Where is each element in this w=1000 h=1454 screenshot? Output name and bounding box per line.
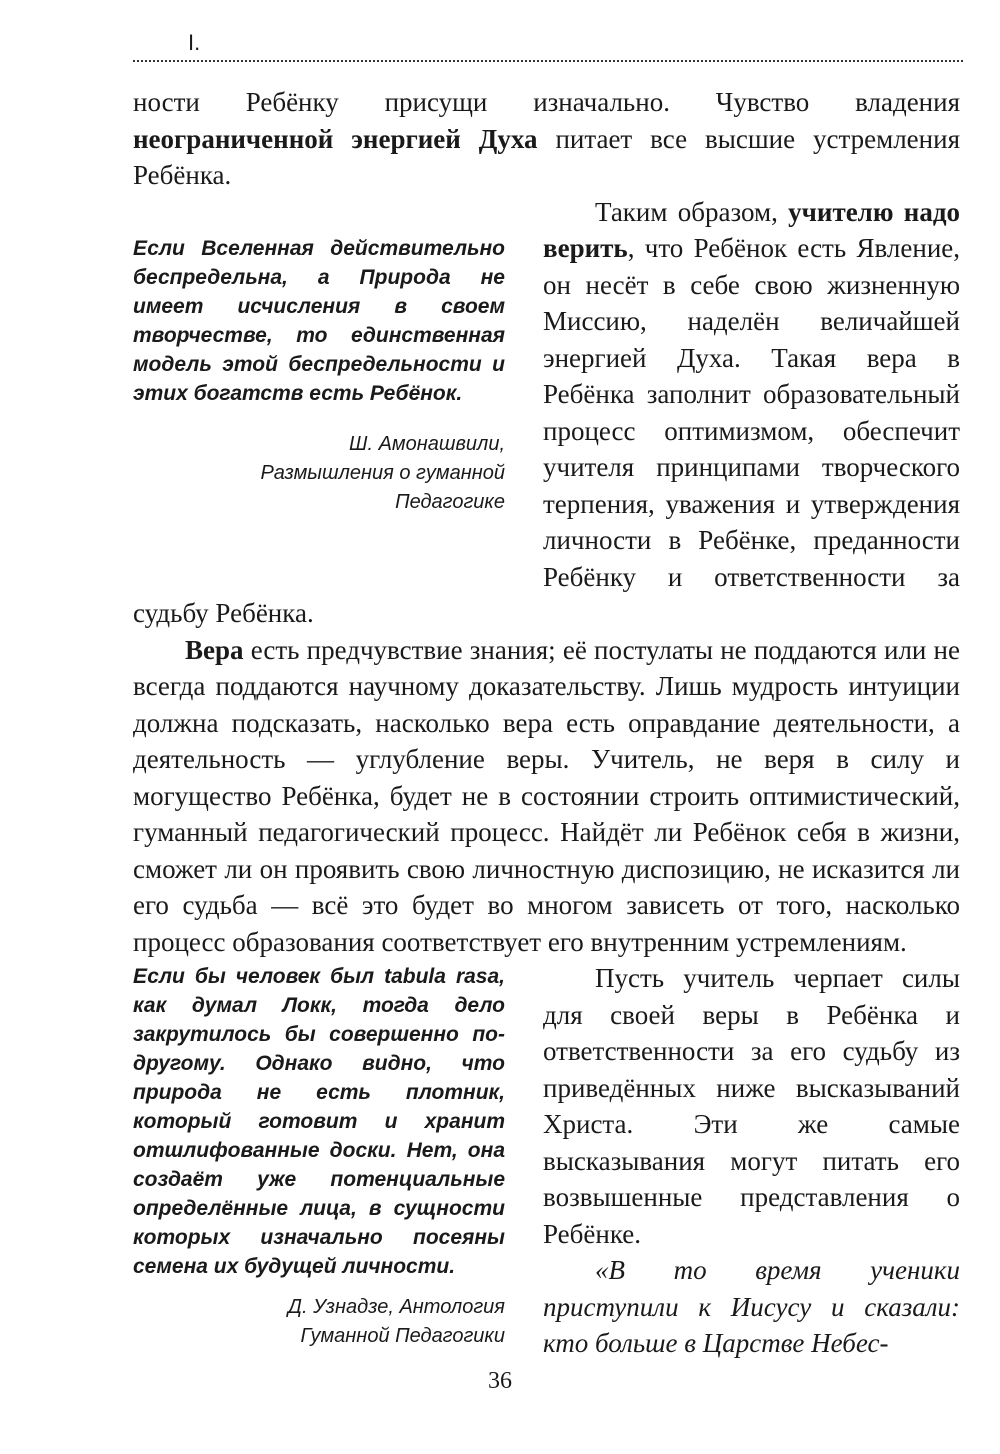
quote-source: Ш. Амонашвили, Размышления о гуманной Педагогике bbox=[260, 432, 505, 513]
quote-source: Д. Узнадзе, Антология Гуманной Педагогики bbox=[287, 1296, 505, 1347]
paragraph-2: Таким образом, учителю надо верить, что Ребёнок есть Явление, он несёт в себе свою жизненную Миссию, наделён величайшей энергией Духа. Такая вера в Ребёнка заполнит образовательный процесс оптимизмом, обеспечит учителя принципами творческого терпения, уважения и утверждения личности в Ребёнке, преданности Ребёнку и ответственности за судьбу Ребёнка. bbox=[133, 196, 960, 628]
paragraph-3: Вера есть предчувствие знания; её постулаты не поддаются или не всегда поддаются научному доказательству. Лишь мудрость интуиции должна подсказать, насколько вера есть оправдание деятельности, а деятельность — углубление веры. Учитель, не веря в силу и могущество Ребёнка, будет не в состоянии строить оптимистический, гуманный педагогический процесс. Найдёт ли Ребёнок себя в жизни, сможет ли он проявить свою личностную диспозицию, не исказится ли его судьба — всё это будет во многом зависеть от того, насколько процесс образования соответствует его внутренним устремлениям. bbox=[133, 634, 960, 957]
running-head: I. bbox=[188, 30, 201, 55]
dotted-rule bbox=[133, 60, 963, 62]
sidebar-quote-2 bbox=[133, 962, 505, 1357]
paragraph-1: ности Ребёнку присущи изначально. Чувство владения неограниченной энергией Духа питает все высшие устремления Ребёнка. bbox=[133, 87, 960, 190]
paragraph-4: Пусть учитель черпает силы для своей веры в Ребёнка и ответственности за его судьбу из приведённых ниже высказываний Христа. Эти же самые высказывания могут питать его возвышенные представления о Ребёнке. bbox=[543, 963, 960, 1249]
paragraph-5: «В то время ученики приступили к Иисусу и сказали: кто больше в Царстве Небес- bbox=[543, 1255, 960, 1358]
bold-phrase: учителю надо верить bbox=[543, 196, 960, 263]
quote-text: Если бы человек был tabula rasa, как думал Локк, тогда дело закрутилось бы совершенно по-другому. Однако видно, что природа не есть плотник, который готовит и хранит отшлифованные доски. Нет, она создаёт уже потенциальные определённые лица, в сущности которых изначально посеяны семена их будущей личности. bbox=[133, 965, 505, 1278]
quote-text: Если Вселенная действительно беспредельна, а Природа не имеет исчисления в своем творчестве, то единственная модель этой беспредельности и этих богатств есть Ребёнок. bbox=[133, 236, 505, 405]
sidebar-quote-1 bbox=[133, 234, 505, 564]
bold-phrase: неограниченной энергией Духа bbox=[133, 123, 538, 154]
bold-phrase: Вера bbox=[185, 634, 244, 665]
page-number: 36 bbox=[488, 1368, 512, 1394]
page-body bbox=[133, 84, 960, 1362]
